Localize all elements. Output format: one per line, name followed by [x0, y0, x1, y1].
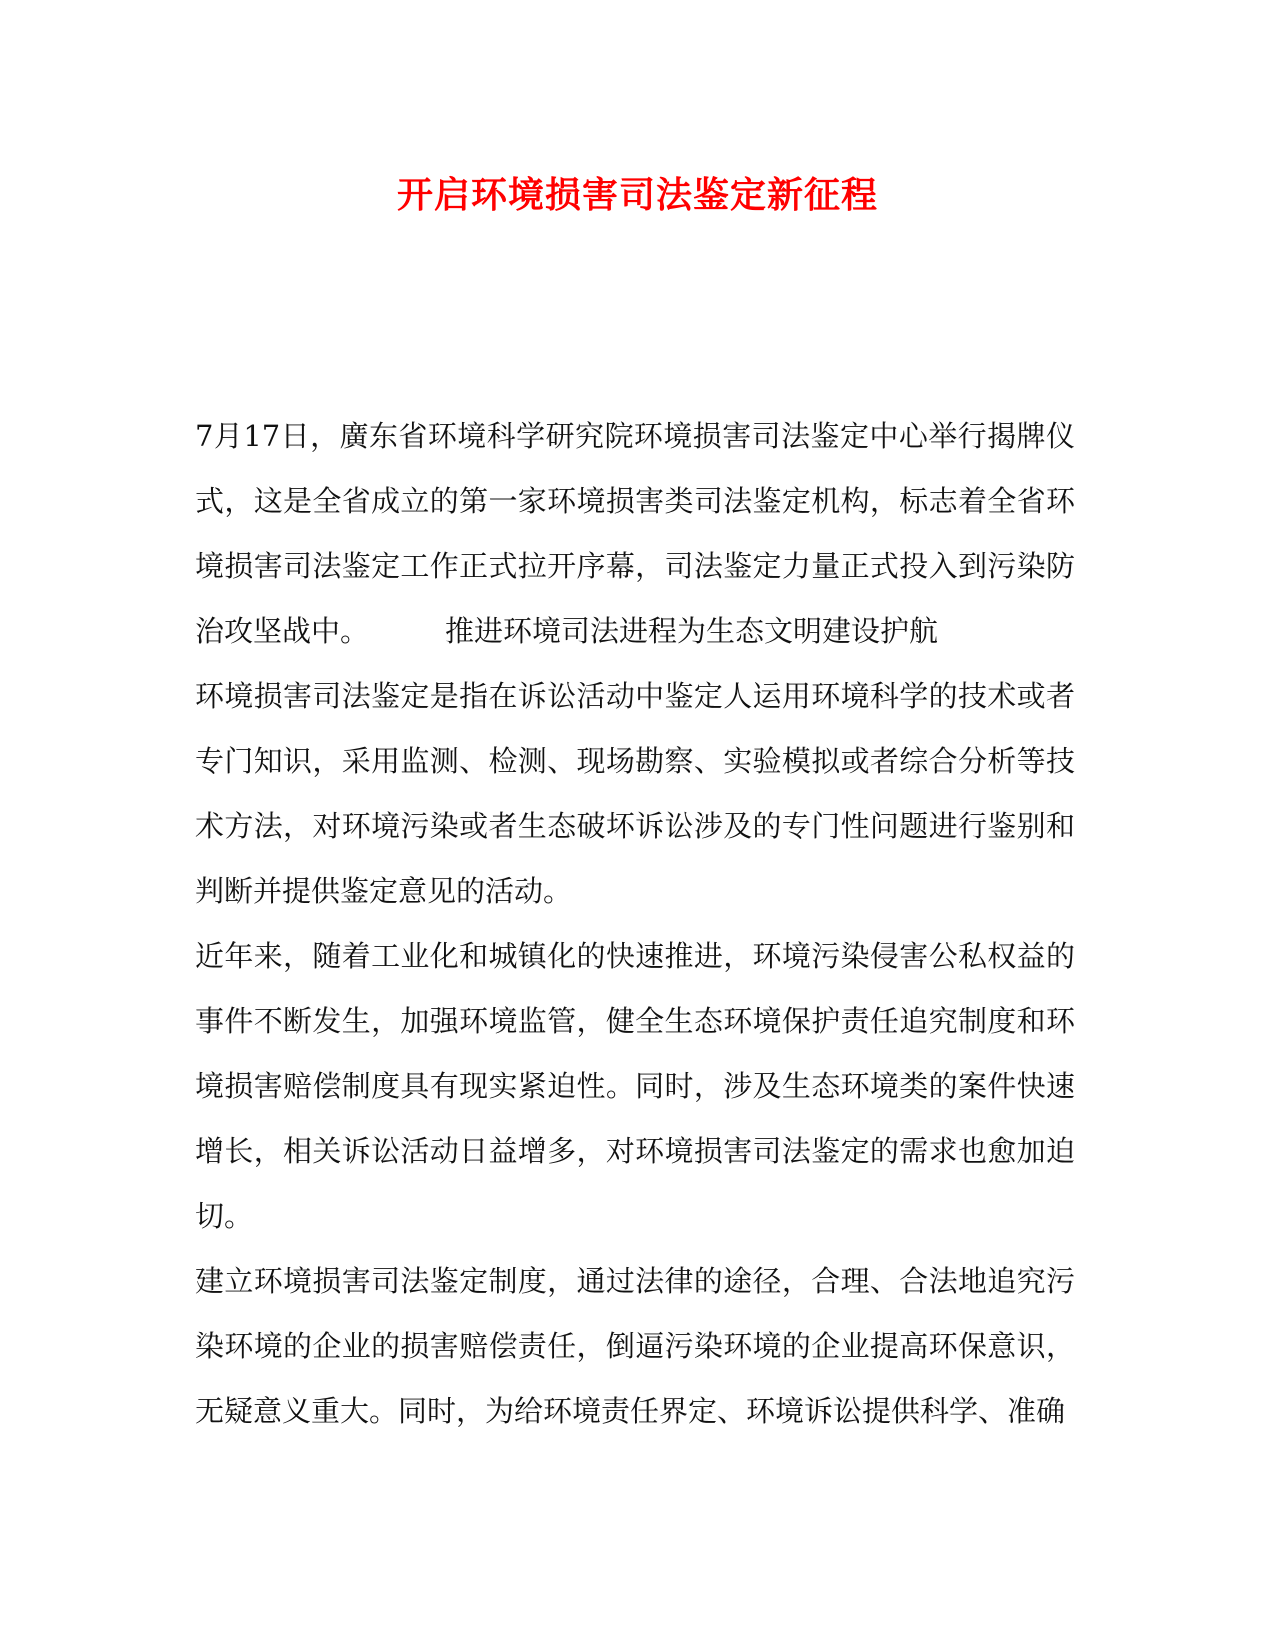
- paragraph-1-text: 7月17日，廣东省环境科学研究院环境损害司法鉴定中心举行揭牌仪式，这是全省成立的第一家环境损害类司法鉴定机构，标志着全省环境损害司法鉴定工作正式拉开序幕，司法鉴定力量正式投入到污染防治攻坚战中。: [195, 419, 1075, 648]
- document-body: [195, 404, 1075, 1444]
- paragraph-3: 近年来，随着工业化和城镇化的快速推进，环境污染侵害公私权益的事件不断发生，加强环境监管，健全生态环境保护责任追究制度和环境损害赔偿制度具有现实紧迫性。同时，涉及生态环境类的案件快速增长，相关诉讼活动日益增多，对环境损害司法鉴定的需求也愈加迫切。: [195, 939, 1075, 1233]
- inline-section-heading: 推进环境司法进程为生态文明建设护航: [445, 614, 939, 648]
- paragraph-2: 环境损害司法鉴定是指在诉讼活动中鉴定人运用环境科学的技术或者专门知识，采用监测、检测、现场勘察、实验模拟或者综合分析等技术方法，对环境污染或者生态破坏诉讼涉及的专门性问题进行鉴别和判断并提供鉴定意见的活动。: [195, 679, 1075, 908]
- paragraph-1: [195, 404, 1075, 664]
- paragraph-4: 建立环境损害司法鉴定制度，通过法律的途径，合理、合法地追究污染环境的企业的损害赔偿责任，倒逼污染环境的企业提高环保意识，无疑意义重大。同时，为给环境责任界定、环境诉讼提供科学、准确: [195, 1264, 1075, 1428]
- document-title: 开启环境损害司法鉴定新征程: [396, 174, 878, 216]
